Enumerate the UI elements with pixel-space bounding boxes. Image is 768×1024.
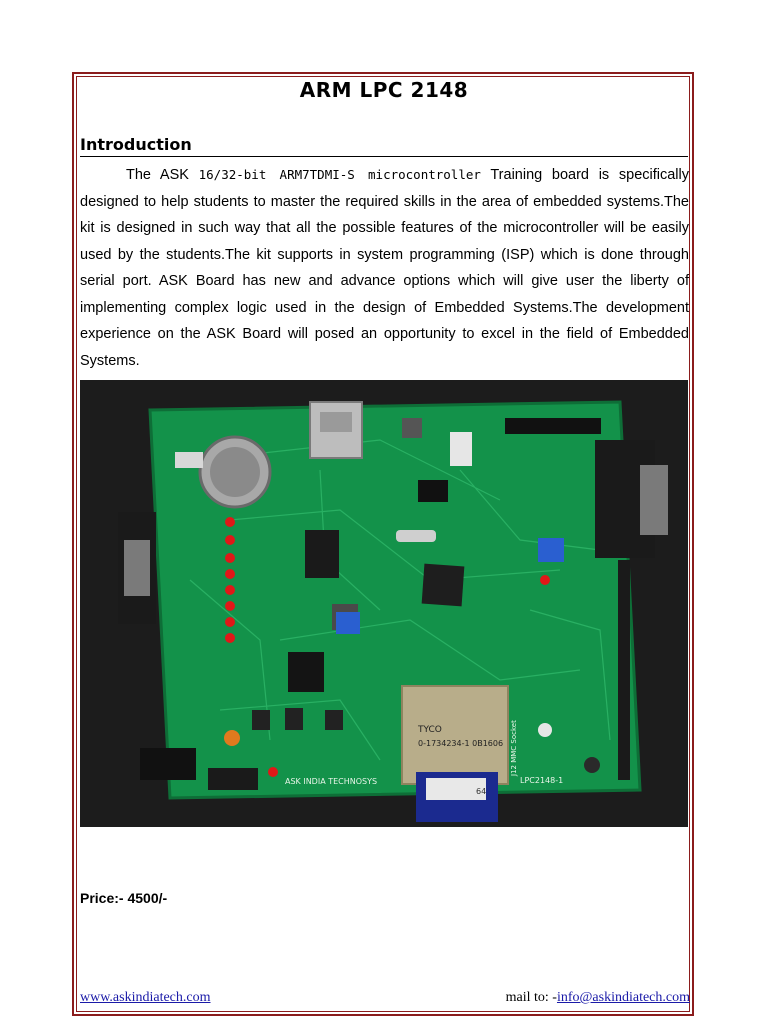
intro-text-start: The ASK [126,167,199,183]
intro-paragraph [80,162,689,374]
power-switch [208,768,258,790]
card-capacity: 64 [476,787,487,796]
ic-chip [305,530,339,578]
card-part: 0-1734234-1 0B1606 [418,739,504,748]
crystal [396,530,436,542]
socket-label: J12 MMC Socket [510,720,518,776]
document-title: ARM LPC 2148 [299,78,469,102]
ic-chip-2 [288,652,324,692]
board-photo [80,380,688,827]
footer-mail [506,990,690,1006]
board-illustration [80,380,688,827]
footer-website [80,990,211,1006]
website-link[interactable]: www.askindiatech.com [80,990,211,1005]
pin-header [505,418,601,434]
card-brand: TYCO [418,725,442,735]
mmc-socket [402,686,508,784]
potentiometer [336,612,360,634]
board-model: LPC2148-1 [520,776,564,785]
price-label: Price:- 4500/- [80,890,168,906]
mail-prefix: mail to: - [505,990,557,1005]
capacitor [224,730,240,746]
board-silkscreen: ASK INDIA TECHNOSYS [285,777,378,786]
mounting-hole [538,723,552,737]
potentiometer-2 [538,538,564,562]
email-link[interactable]: info@askindiatech.com [556,990,690,1005]
section-heading: Introduction [80,135,688,157]
ic-socket [450,432,472,466]
intro-text-mono: 16/32-bit ARM7TDMI-S microcontroller [198,167,481,182]
lpc2148-chip [422,564,465,607]
power-jack [140,748,196,780]
battery-clip [175,452,203,468]
edge-header [618,560,630,780]
reset-button [402,418,422,438]
intro-text-rest: Training board is specifically designed to help students to master the required skills in the area of embedded systems.The kit is designed in such way that all the possible features of the microcontroller will be easily used by the students.The kit supports in system programming (ISP) which is done through serial port. ASK Board has new and advance options which will give user the liberty of implementing complex logic used in the design of Embedded Systems.The development experience on the ASK Board will posed an opportunity to excel in the field of Embedded Systems. [80,167,689,369]
